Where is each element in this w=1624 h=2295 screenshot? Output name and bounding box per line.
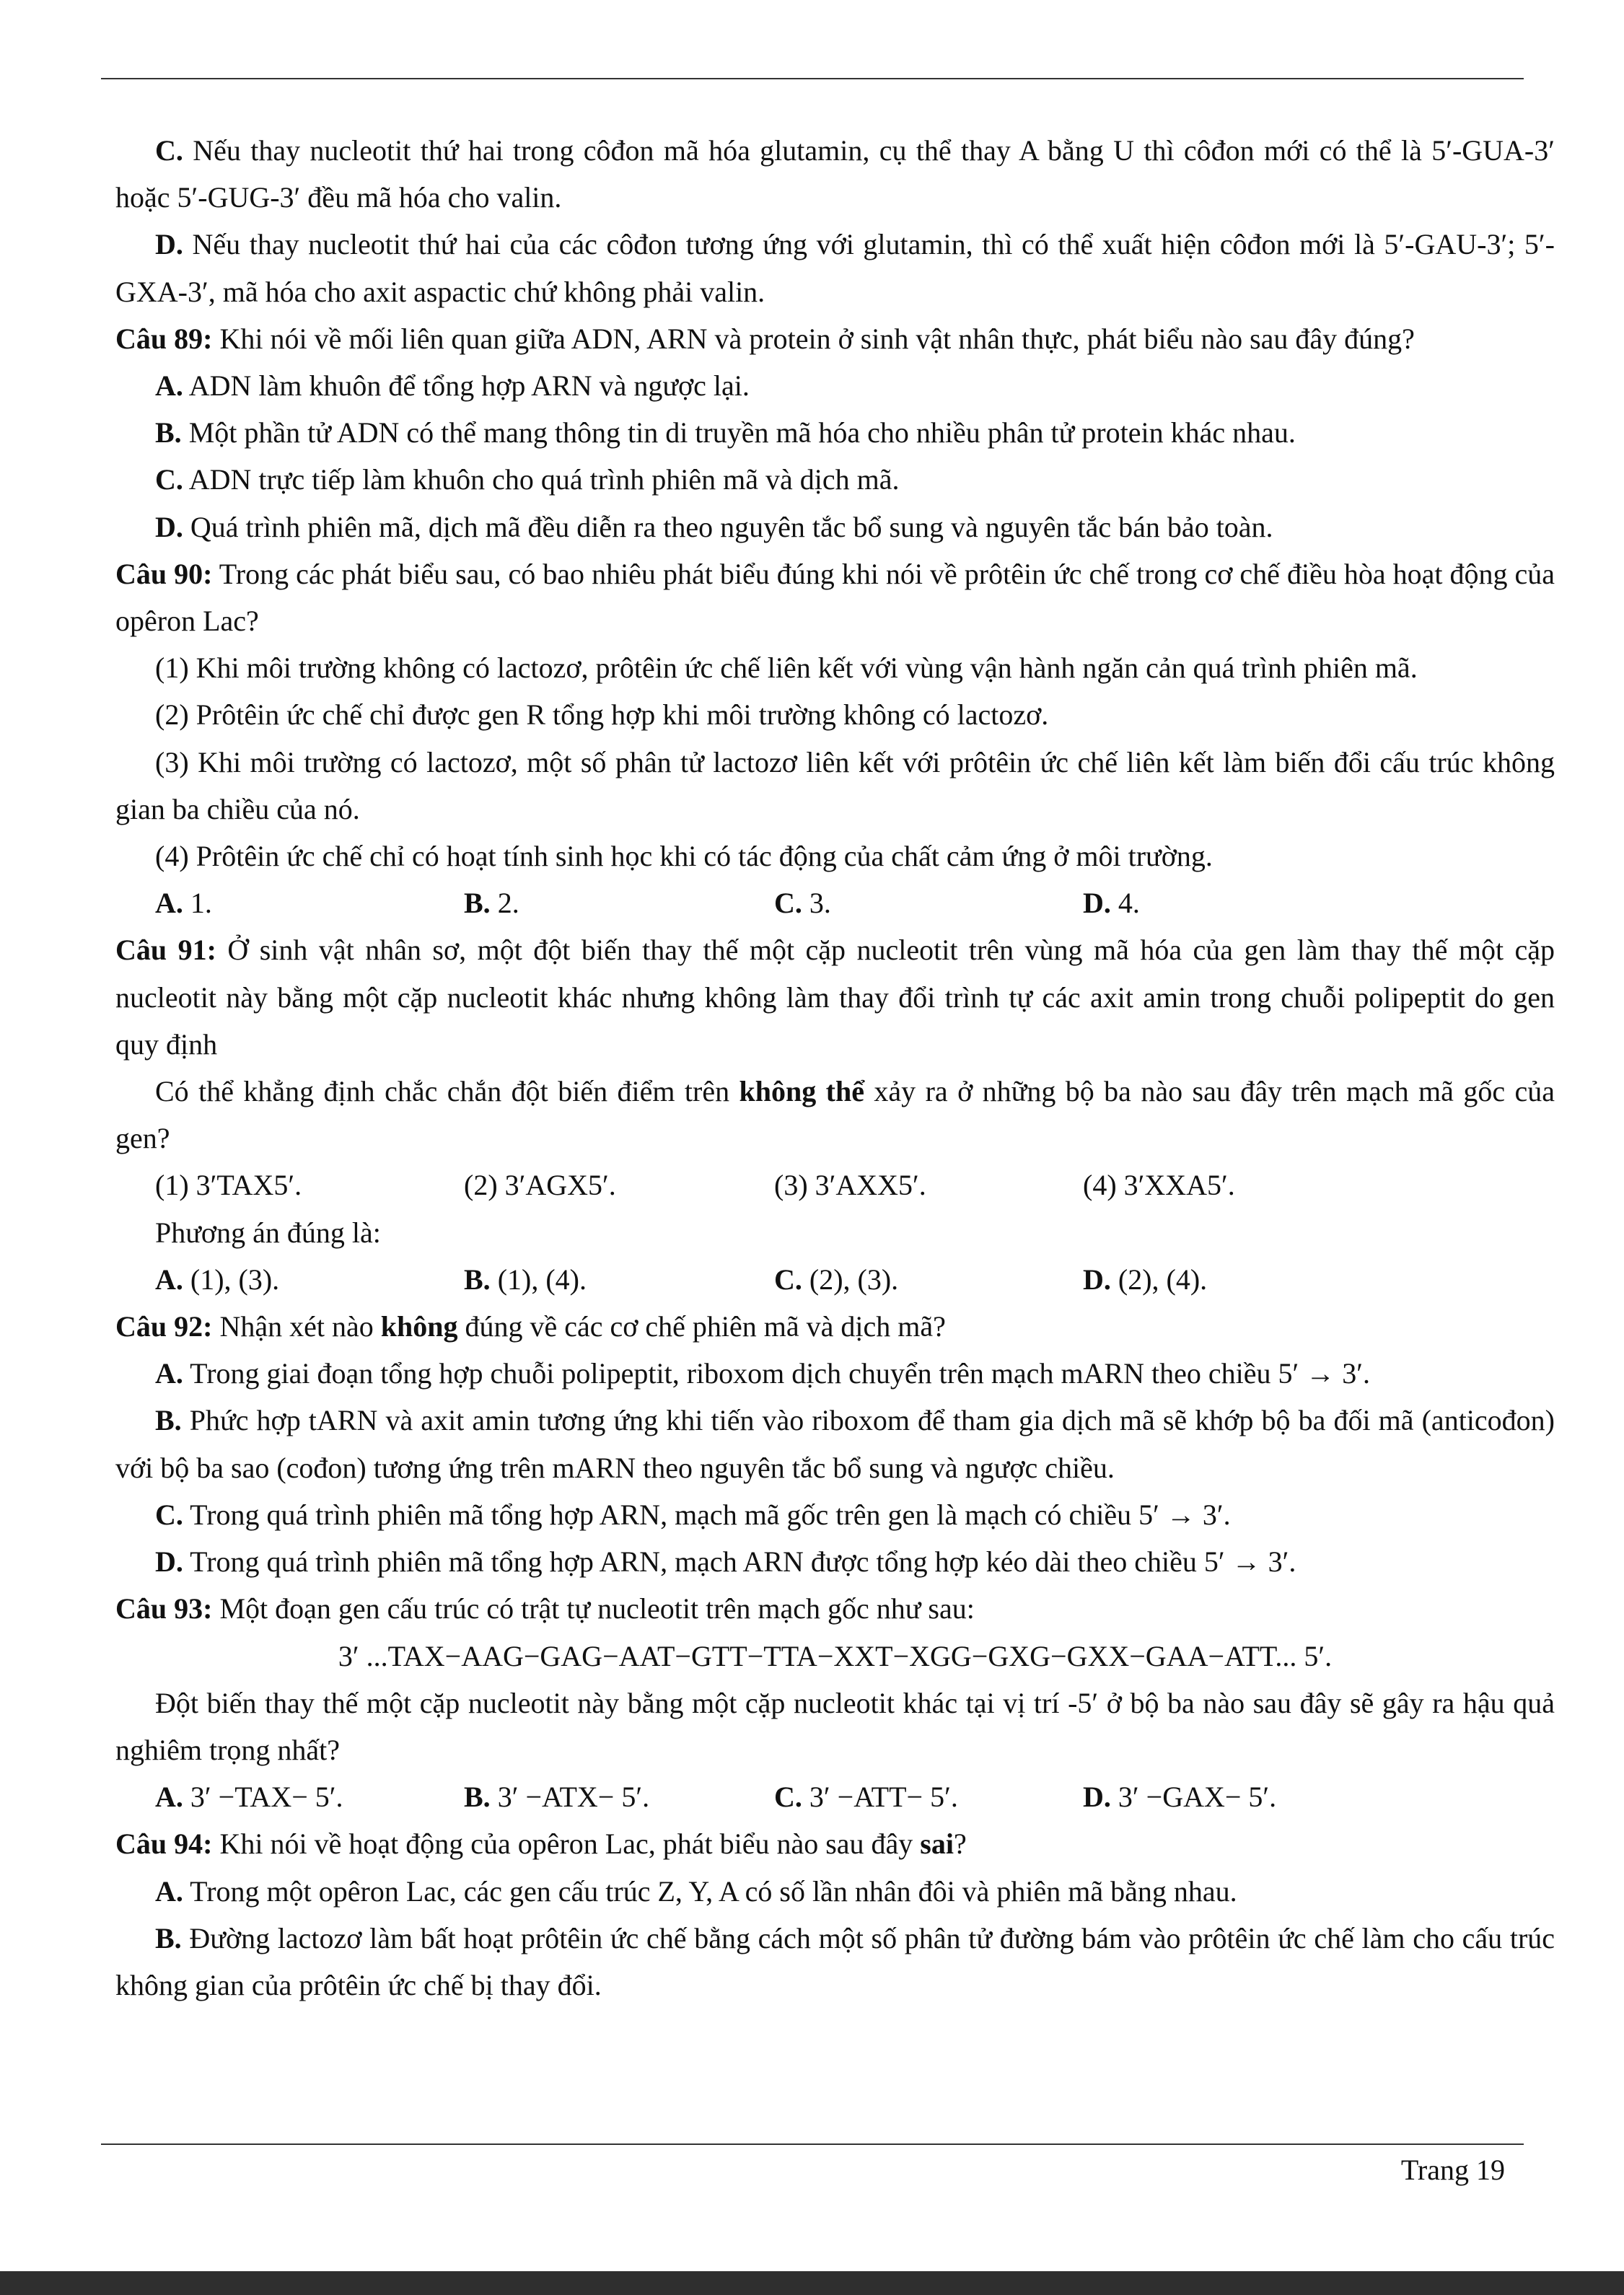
q88-option-c: C. Nếu thay nucleotit thứ hai trong côđon mã hóa glutamin, cụ thể thay A bằng U thì côđon mới có thể là 5′-GUA-3′ hoặc 5′-GUG-3′ đều mã hóa cho valin. [115,134,1555,214]
q89-option-b: B. Một phần tử ADN có thể mang thông tin di truyền mã hóa cho nhiều phân tử protein khác nhau. [155,416,1296,449]
scan-edge-band [0,2271,1624,2295]
q90-stem: Câu 90: Trong các phát biểu sau, có bao nhiêu phát biểu đúng khi nói về prôtêin ức chế trong cơ chế điều hòa hoạt động của opêron Lac? [115,557,1555,638]
q93-option-c: C. 3′ −ATT− 5′. [774,1781,958,1814]
q91-codon-2: (2) 3′AGX5′. [464,1169,616,1202]
footer-rule [101,2143,1524,2145]
q89-option-d: D. Quá trình phiên mã, dịch mã đều diễn ra theo nguyên tắc bổ sung và nguyên tắc bán bảo toàn. [155,510,1273,543]
q90-option-a: A. 1. [155,887,212,920]
q91-option-b: B. (1), (4). [464,1263,587,1296]
q94-option-b: B. Đường lactozơ làm bất hoạt prôtêin ức chế bằng cách một số phân tử đường bám vào prôtêin ức chế làm cho cấu trúc không gian của prôtêin ức chế bị thay đổi. [115,1921,1555,2001]
q91-question: Có thể khẳng định chắc chắn đột biến điểm trên không thể xảy ra ở những bộ ba nào sau đây trên mạch mã gốc của gen? [115,1075,1555,1155]
q89-option-a: A. ADN làm khuôn để tổng hợp ARN và ngược lại. [155,369,750,403]
q91-option-d: D. (2), (4). [1083,1263,1208,1296]
q94-option-a: A. Trong một opêron Lac, các gen cấu trúc Z, Y, A có số lần nhân đôi và phiên mã bằng nhau. [155,1874,1237,1908]
q93-stem: Câu 93: Một đoạn gen cấu trúc có trật tự nucleotit trên mạch gốc như sau: [115,1592,975,1625]
page-content [115,127,1555,2009]
q91-option-c: C. (2), (3). [774,1263,899,1296]
q93-option-a: A. 3′ −TAX− 5′. [155,1781,343,1814]
q89-stem: Câu 89: Khi nói về mối liên quan giữa ADN, ARN và protein ở sinh vật nhân thực, phát biểu nào sau đây đúng? [115,322,1415,355]
page-number: Trang 19 [1400,2154,1505,2186]
q93-question: Đột biến thay thế một cặp nucleotit này bằng một cặp nucleotit khác tại vị trí -5′ ở bộ ba nào sau đây sẽ gây ra hậu quả nghiêm trọng nhất? [115,1686,1555,1766]
q90-statement-4: (4) Prôtêin ức chế chỉ có hoạt tính sinh học khi có tác động của chất cảm ứng ở môi trường. [155,840,1213,873]
q92-option-a: A. Trong giai đoạn tổng hợp chuỗi polipeptit, riboxom dịch chuyển trên mạch mARN theo chiều 5′ → 3′. [155,1357,1370,1390]
q90-option-b: B. 2. [464,887,519,920]
q90-option-c: C. 3. [774,887,831,920]
q91-codon-4: (4) 3′XXA5′. [1083,1169,1235,1202]
q88-option-d: D. Nếu thay nucleotit thứ hai của các côđon tương ứng với glutamin, thì có thể xuất hiện côđon mới là 5′-GAU-3′; 5′-GXA-3′, mã hóa cho axit aspactic chứ không phải valin. [115,228,1555,308]
q93-sequence: 3′ ...TAX−AAG−GAG−AAT−GTT−TTA−XXT−XGG−GXG−GXX−GAA−ATT... 5′. [338,1639,1333,1672]
q92-option-d: D. Trong quá trình phiên mã tổng hợp ARN, mạch ARN được tổng hợp kéo dài theo chiều 5′ → 3′. [155,1545,1296,1579]
q92-stem: Câu 92: Nhận xét nào không đúng về các cơ chế phiên mã và dịch mã? [115,1310,946,1343]
header-rule [101,78,1524,79]
q91-stem: Câu 91: Ở sinh vật nhân sơ, một đột biến thay thế một cặp nucleotit trên vùng mã hóa của gen làm thay thế một cặp nucleotit này bằng một cặp nucleotit khác nhưng không làm thay đổi trình tự các axit amin trong chuỗi polipeptit do gen quy định [115,934,1555,1061]
q91-answer-prompt: Phương án đúng là: [155,1216,381,1249]
q92-option-c: C. Trong quá trình phiên mã tổng hợp ARN, mạch mã gốc trên gen là mạch có chiều 5′ → 3′. [155,1498,1231,1531]
q90-statement-1: (1) Khi môi trường không có lactozơ, prôtêin ức chế liên kết với vùng vận hành ngăn cản quá trình phiên mã. [155,651,1418,685]
q91-codons [115,1162,1555,1208]
q90-option-d: D. 4. [1083,887,1140,920]
q93-option-d: D. 3′ −GAX− 5′. [1083,1781,1277,1814]
q90-options [115,879,1555,926]
q91-options [115,1256,1555,1303]
q91-codon-3: (3) 3′AXX5′. [774,1169,926,1202]
q90-statement-2: (2) Prôtêin ức chế chỉ được gen R tổng hợp khi môi trường không có lactozơ. [155,698,1049,732]
q91-codon-1: (1) 3′TAX5′. [155,1169,302,1202]
q89-option-c: C. ADN trực tiếp làm khuôn cho quá trình phiên mã và dịch mã. [155,463,900,496]
q90-statement-3: (3) Khi môi trường có lactozơ, một số phân tử lactozơ liên kết với prôtêin ức chế liên kết làm biến đổi cấu trúc không gian ba chiều của nó. [115,745,1555,825]
q93-option-b: B. 3′ −ATX− 5′. [464,1781,650,1814]
q92-option-b: B. Phức hợp tARN và axit amin tương ứng khi tiến vào riboxom để tham gia dịch mã sẽ khớp bộ ba đối mã (anticođon) với bộ ba sao (cođon) tương ứng trên mARN theo nguyên tắc bổ sung và ngược chiều. [115,1404,1555,1484]
q91-option-a: A. (1), (3). [155,1263,280,1296]
q93-options [115,1773,1555,1820]
q94-stem: Câu 94: Khi nói về hoạt động của opêron Lac, phát biểu nào sau đây sai? [115,1827,967,1861]
